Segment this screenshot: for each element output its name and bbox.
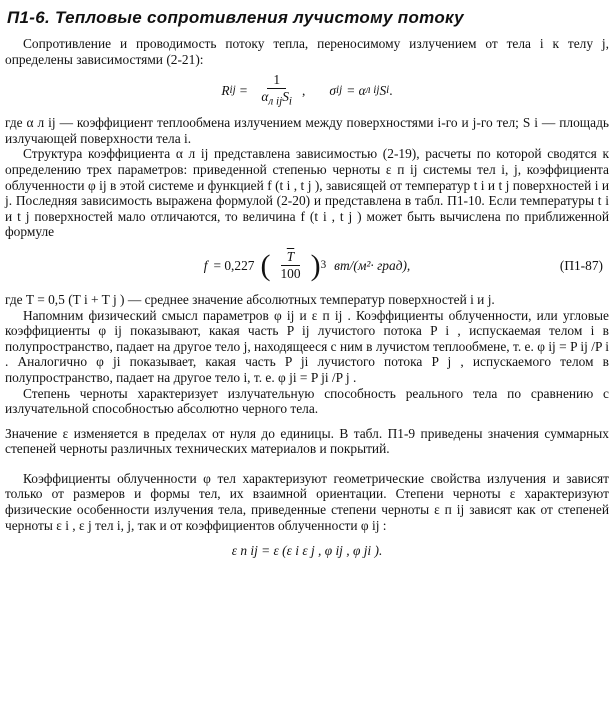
formula2-power: 3 (320, 259, 327, 272)
formula1-rhs-sub: ij (335, 84, 343, 97)
formula1-rhs-expr-sub: л ij (365, 84, 380, 97)
document-page (5, 8, 609, 569)
formula1-rhs: σ (329, 83, 336, 99)
paragraph-mean-temp: где T = 0,5 (T i + T j ) — среднее значение абсолютных температур поверхностей i и j. (5, 291, 495, 307)
formula1-numerator: 1 (267, 72, 286, 89)
paragraph-intro: Сопротивление и проводимость потоку тепла, переносимому излучением от тела i к телу j, определены зависимостями (2-21): (5, 36, 609, 67)
formula1-den-tail-sub: i (288, 96, 293, 109)
formula1-rhs-expr: = α (346, 83, 366, 99)
section-heading: П1-6. Тепловые сопротивления лучистому потоку (7, 8, 464, 27)
formula1-den-sub: л ij (268, 96, 283, 109)
formula-approx: f = 0,227 ( $\frac{\overline{T}}{100}$ ) 3 вт/(м²· град), (П1-87) (203, 248, 603, 282)
formula-reduced-emissivity: ε п ij = ε (ε i ε j , φ ij , φ ji ). (231, 543, 383, 559)
formula2-numerator: $\overline{T}$ (281, 249, 300, 266)
formula1-fraction (255, 72, 298, 110)
formula1-rhs-end: . (389, 83, 393, 99)
formula2-eq: = 0,227 (213, 258, 255, 274)
formula1-eq: = (239, 83, 248, 99)
paragraph-epsilon-range: Значение ε изменяется в пределах от нуля до единицы. В табл. П1-9 приведены значения суммарных степеней черноты различных технических материалов и покрытий. (5, 425, 609, 457)
formula2-denominator: 100 (280, 266, 301, 282)
formula2-number: (П1-87) (559, 258, 603, 274)
formula1-rhs-tail: S (379, 83, 387, 99)
formula1-lhs: R (221, 83, 230, 99)
formula1-den-tail: S (282, 89, 289, 105)
formula1-denominator: α (261, 89, 269, 105)
formula2-fraction (274, 249, 306, 282)
formula2-units: вт/(м²· град), (334, 258, 411, 274)
formula1-lhs-sub: ij (229, 84, 236, 97)
paragraph-view-factors: Коэффициенты облученности φ тел характеризуют геометрические свойства излучения и зависят только от размеров и формы тел, их взаимной ориентации. Степени черноты ε характеризуют физические особенности излучения тела, приведенные степени черноты ε п ij зависят как от степеней черноты ε i , ε j тел i, j, так и от коэффициентов облученности φ ij : (5, 470, 609, 533)
paragraph-emissivity: Степень черноты характеризует излучательную способность реального тела по сравнению с излучательной способностью абсолютно черного тела. (5, 385, 609, 417)
paragraph-definitions: где α л ij — коэффициент теплообмена излучением между поверхностями i-го и j-го тел; S i — площадь излучающей поверхности тела i. (5, 115, 609, 146)
paragraph-structure: Структура коэффициента α л ij представлена зависимостью (2-19), расчеты по которой сводятся к определению трех параметров: приведенной степенью черноты ε п ij системы тел i, j, коэффициента облученности φ ij в этой системе и функцией f (t i , t j ), зависящей от температур t i и t j поверхностей i и j. Последняя зависимость выражена формулой (2-20) и представлена в табл. П1-10. Если температуры t i и t j поверхностей мало отличаются, то величина f (t i , t j ) может быть вычислена по приближенной формуле (5, 146, 609, 240)
formula1-sep: , (302, 83, 306, 99)
paragraph-physical-meaning: Напомним физический смысл параметров φ ij и ε п ij . Коэффициенты облученности, или угловые коэффициенты φ ij показывают, какая часть P ij лучистого потока P i , испускаемая телом i в полупространство, падает на другое тело j, находящееся с ним в лучистом теплообмене, т. е. φ ij = P ij /P i . Аналогично φ ji показывает, какая часть P ji лучистого потока P j , испускаемого телом в полупространство, падает на другое тело i, т. е. φ ji = P ji /P j . (5, 307, 609, 385)
formula1-rhs-tail-sub: i (386, 84, 390, 97)
formula2-lhs: f (203, 258, 208, 274)
formula-resistance (5, 69, 609, 113)
